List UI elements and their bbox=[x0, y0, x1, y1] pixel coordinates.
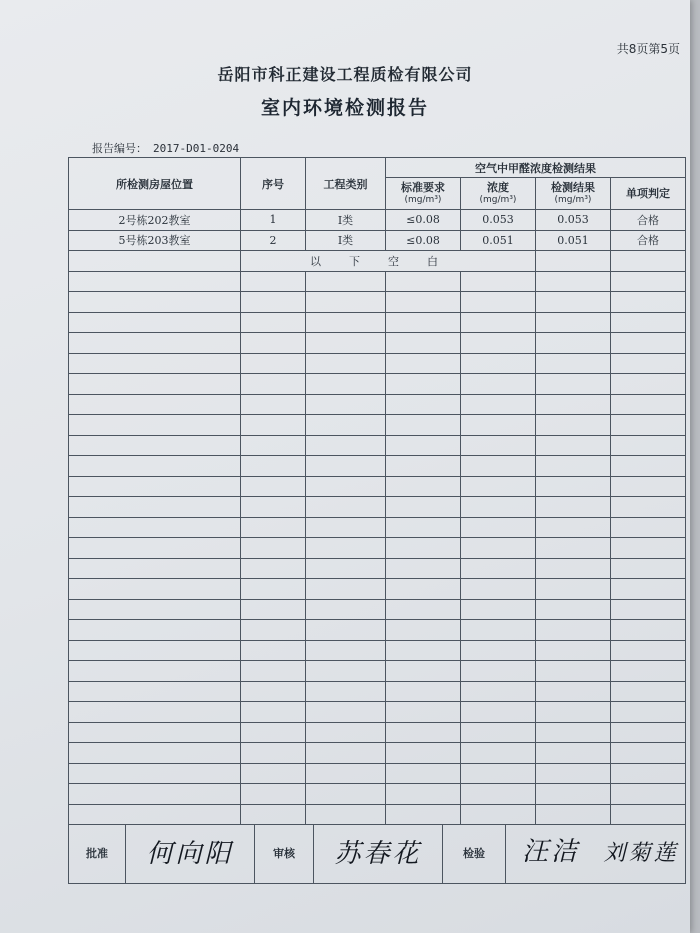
review-signature: 苏春花 bbox=[314, 825, 443, 883]
company-name: 岳阳市科正建设工程质检有限公司 bbox=[217, 65, 473, 84]
empty-cell bbox=[536, 374, 611, 395]
empty-cell bbox=[241, 702, 306, 723]
empty-cell bbox=[241, 456, 306, 477]
empty-cell bbox=[536, 312, 611, 333]
cell-concentration: 0.051 bbox=[461, 230, 536, 251]
empty-cell bbox=[69, 435, 241, 456]
empty-cell bbox=[386, 804, 461, 825]
approve-label: 批准 bbox=[69, 825, 126, 883]
empty-cell bbox=[536, 538, 611, 559]
empty-cell bbox=[386, 558, 461, 579]
empty-cell bbox=[611, 292, 686, 313]
empty-cell bbox=[69, 579, 241, 600]
empty-cell bbox=[69, 743, 241, 764]
header-standard bbox=[386, 178, 461, 210]
table-row bbox=[69, 230, 686, 251]
header-result-unit: (mg/m³) bbox=[554, 194, 592, 205]
empty-cell bbox=[241, 620, 306, 641]
empty-cell bbox=[386, 538, 461, 559]
inspect-signature-1: 汪洁 bbox=[522, 836, 581, 867]
empty-cell bbox=[69, 784, 241, 805]
empty-cell bbox=[461, 333, 536, 354]
cell-category: Ⅰ类 bbox=[306, 230, 386, 251]
empty-row bbox=[69, 333, 686, 354]
signature-cell bbox=[69, 825, 686, 884]
empty-cell bbox=[69, 394, 241, 415]
empty-cell bbox=[69, 374, 241, 395]
empty-cell bbox=[461, 497, 536, 518]
empty-cell bbox=[386, 763, 461, 784]
empty-cell bbox=[241, 312, 306, 333]
cell-standard: ≤0.08 bbox=[386, 230, 461, 251]
empty-cell bbox=[306, 743, 386, 764]
empty-cell bbox=[241, 415, 306, 436]
empty-cell bbox=[461, 620, 536, 641]
empty-cell bbox=[611, 743, 686, 764]
empty-cell bbox=[241, 517, 306, 538]
empty-cell bbox=[306, 579, 386, 600]
empty-cell bbox=[536, 497, 611, 518]
empty-cell bbox=[306, 640, 386, 661]
empty-cell bbox=[386, 620, 461, 641]
empty-cell bbox=[386, 333, 461, 354]
empty-cell bbox=[241, 784, 306, 805]
empty-cell bbox=[241, 476, 306, 497]
header-result bbox=[536, 178, 611, 210]
empty-cell bbox=[536, 333, 611, 354]
empty-cell bbox=[241, 681, 306, 702]
empty-cell bbox=[386, 312, 461, 333]
empty-cell bbox=[611, 415, 686, 436]
empty-cell bbox=[241, 271, 306, 292]
empty-cell bbox=[306, 333, 386, 354]
empty-row bbox=[69, 312, 686, 333]
empty-cell bbox=[461, 435, 536, 456]
header-concentration-unit: (mg/m³) bbox=[479, 194, 517, 205]
empty-cell bbox=[69, 804, 241, 825]
header-location: 所检测房屋位置 bbox=[69, 158, 241, 210]
empty-row bbox=[69, 661, 686, 682]
empty-cell bbox=[241, 743, 306, 764]
empty-cell bbox=[536, 640, 611, 661]
empty-row bbox=[69, 374, 686, 395]
report-title: 室内环境检测报告 bbox=[260, 97, 429, 119]
empty-cell bbox=[69, 640, 241, 661]
empty-cell bbox=[386, 517, 461, 538]
empty-row bbox=[69, 640, 686, 661]
empty-cell bbox=[611, 661, 686, 682]
empty-cell bbox=[461, 661, 536, 682]
empty-cell bbox=[461, 476, 536, 497]
empty-cell bbox=[611, 558, 686, 579]
empty-cell bbox=[611, 353, 686, 374]
empty-row bbox=[69, 620, 686, 641]
empty-cell bbox=[461, 763, 536, 784]
empty-cell bbox=[536, 743, 611, 764]
empty-cell bbox=[241, 333, 306, 354]
cell-seq: 2 bbox=[241, 230, 306, 251]
empty-cell bbox=[536, 394, 611, 415]
empty-cell bbox=[241, 722, 306, 743]
empty-row bbox=[69, 743, 686, 764]
empty-cell bbox=[306, 784, 386, 805]
cell-result: 0.051 bbox=[536, 230, 611, 251]
empty-cell bbox=[241, 763, 306, 784]
empty-cell bbox=[386, 579, 461, 600]
empty-cell bbox=[386, 271, 461, 292]
report-number bbox=[92, 140, 239, 156]
empty-cell bbox=[241, 497, 306, 518]
empty-cell bbox=[69, 497, 241, 518]
empty-cell bbox=[306, 312, 386, 333]
empty-cell bbox=[241, 661, 306, 682]
empty-cell bbox=[306, 497, 386, 518]
empty-cell bbox=[241, 374, 306, 395]
empty-cell bbox=[536, 415, 611, 436]
blank-note: 以下空白 bbox=[241, 251, 536, 272]
cell-judgement: 合格 bbox=[611, 230, 686, 251]
empty-cell bbox=[461, 374, 536, 395]
table-row bbox=[69, 210, 686, 231]
empty-cell bbox=[306, 599, 386, 620]
inspect-signatures bbox=[506, 825, 685, 884]
empty-cell bbox=[611, 312, 686, 333]
empty-cell bbox=[461, 517, 536, 538]
empty-row bbox=[69, 784, 686, 805]
header-standard-label: 标准要求 bbox=[401, 180, 445, 194]
empty-cell bbox=[536, 784, 611, 805]
empty-cell bbox=[611, 497, 686, 518]
empty-cell bbox=[241, 353, 306, 374]
empty-cell bbox=[69, 599, 241, 620]
empty-row bbox=[69, 353, 686, 374]
empty-cell bbox=[386, 784, 461, 805]
empty-row bbox=[69, 435, 686, 456]
empty-cell bbox=[69, 251, 241, 272]
header-group: 空气中甲醛浓度检测结果 bbox=[386, 158, 686, 178]
report-number-value: 2017-D01-0204 bbox=[153, 142, 240, 155]
result-table bbox=[68, 157, 686, 884]
empty-cell bbox=[611, 435, 686, 456]
empty-cell bbox=[461, 599, 536, 620]
empty-cell bbox=[536, 271, 611, 292]
empty-cell bbox=[461, 271, 536, 292]
empty-cell bbox=[611, 476, 686, 497]
empty-cell bbox=[461, 558, 536, 579]
empty-cell bbox=[241, 599, 306, 620]
empty-cell bbox=[386, 394, 461, 415]
empty-cell bbox=[461, 312, 536, 333]
empty-cell bbox=[306, 456, 386, 477]
empty-cell bbox=[386, 415, 461, 436]
empty-cell bbox=[461, 394, 536, 415]
cell-judgement: 合格 bbox=[611, 210, 686, 231]
empty-row bbox=[69, 558, 686, 579]
empty-row bbox=[69, 804, 686, 825]
empty-cell bbox=[306, 374, 386, 395]
empty-cell bbox=[611, 763, 686, 784]
empty-row bbox=[69, 394, 686, 415]
empty-cell bbox=[611, 394, 686, 415]
empty-cell bbox=[69, 763, 241, 784]
empty-cell bbox=[461, 743, 536, 764]
empty-row bbox=[69, 271, 686, 292]
empty-cell bbox=[69, 702, 241, 723]
empty-cell bbox=[386, 353, 461, 374]
cell-location: 5号栋203教室 bbox=[69, 230, 241, 251]
empty-cell bbox=[536, 476, 611, 497]
empty-cell bbox=[241, 435, 306, 456]
empty-row bbox=[69, 599, 686, 620]
empty-cell bbox=[69, 538, 241, 559]
empty-cell bbox=[611, 538, 686, 559]
empty-cell bbox=[611, 579, 686, 600]
empty-cell bbox=[611, 374, 686, 395]
empty-cell bbox=[386, 743, 461, 764]
empty-cell bbox=[461, 538, 536, 559]
empty-cell bbox=[241, 804, 306, 825]
empty-cell bbox=[386, 292, 461, 313]
empty-cell bbox=[306, 394, 386, 415]
empty-cell bbox=[461, 415, 536, 436]
empty-row bbox=[69, 517, 686, 538]
empty-row bbox=[69, 722, 686, 743]
empty-cell bbox=[536, 763, 611, 784]
empty-cell bbox=[386, 435, 461, 456]
header-judgement: 单项判定 bbox=[611, 178, 686, 210]
empty-cell bbox=[536, 517, 611, 538]
empty-cell bbox=[536, 251, 611, 272]
cell-result: 0.053 bbox=[536, 210, 611, 231]
empty-cell bbox=[306, 804, 386, 825]
empty-cell bbox=[69, 312, 241, 333]
empty-cell bbox=[386, 702, 461, 723]
empty-row bbox=[69, 476, 686, 497]
empty-cell bbox=[69, 722, 241, 743]
empty-cell bbox=[69, 661, 241, 682]
empty-cell bbox=[69, 456, 241, 477]
empty-cell bbox=[306, 476, 386, 497]
empty-cell bbox=[461, 640, 536, 661]
empty-cell bbox=[386, 722, 461, 743]
empty-cell bbox=[461, 579, 536, 600]
empty-cell bbox=[611, 722, 686, 743]
blank-note-row bbox=[69, 251, 686, 272]
empty-cell bbox=[386, 661, 461, 682]
empty-cell bbox=[386, 476, 461, 497]
empty-cell bbox=[536, 804, 611, 825]
empty-cell bbox=[611, 784, 686, 805]
empty-cell bbox=[69, 292, 241, 313]
header-concentration bbox=[461, 178, 536, 210]
empty-cell bbox=[611, 620, 686, 641]
empty-cell bbox=[461, 702, 536, 723]
cell-concentration: 0.053 bbox=[461, 210, 536, 231]
empty-cell bbox=[69, 620, 241, 641]
empty-cell bbox=[241, 292, 306, 313]
empty-row bbox=[69, 497, 686, 518]
cell-category: Ⅰ类 bbox=[306, 210, 386, 231]
empty-row bbox=[69, 456, 686, 477]
empty-cell bbox=[536, 456, 611, 477]
empty-row bbox=[69, 579, 686, 600]
empty-row bbox=[69, 702, 686, 723]
empty-cell bbox=[536, 292, 611, 313]
header-standard-unit: (mg/m³) bbox=[404, 194, 442, 205]
empty-cell bbox=[69, 681, 241, 702]
empty-cell bbox=[611, 599, 686, 620]
report-number-label: 报告编号： bbox=[92, 142, 147, 155]
empty-cell bbox=[241, 394, 306, 415]
empty-cell bbox=[306, 620, 386, 641]
header-result-label: 检测结果 bbox=[551, 180, 595, 194]
empty-cell bbox=[306, 722, 386, 743]
empty-cell bbox=[611, 702, 686, 723]
empty-cell bbox=[306, 415, 386, 436]
empty-cell bbox=[241, 640, 306, 661]
empty-cell bbox=[306, 538, 386, 559]
empty-cell bbox=[386, 599, 461, 620]
empty-cell bbox=[69, 476, 241, 497]
empty-cell bbox=[611, 517, 686, 538]
inspect-label: 检验 bbox=[443, 825, 506, 883]
empty-cell bbox=[69, 333, 241, 354]
empty-row bbox=[69, 681, 686, 702]
empty-cell bbox=[306, 517, 386, 538]
empty-cell bbox=[611, 456, 686, 477]
empty-cell bbox=[536, 702, 611, 723]
empty-cell bbox=[611, 251, 686, 272]
page-indicator: 共8页第5页 bbox=[616, 42, 680, 56]
empty-cell bbox=[536, 599, 611, 620]
empty-cell bbox=[461, 292, 536, 313]
empty-cell bbox=[69, 271, 241, 292]
empty-cell bbox=[536, 620, 611, 641]
cell-seq: 1 bbox=[241, 210, 306, 231]
empty-cell bbox=[306, 702, 386, 723]
empty-cell bbox=[461, 804, 536, 825]
empty-row bbox=[69, 763, 686, 784]
empty-cell bbox=[386, 497, 461, 518]
header-concentration-label: 浓度 bbox=[487, 180, 509, 194]
review-label: 审核 bbox=[255, 825, 314, 883]
empty-cell bbox=[386, 640, 461, 661]
empty-row bbox=[69, 538, 686, 559]
empty-cell bbox=[386, 681, 461, 702]
signature-row bbox=[69, 825, 686, 884]
empty-cell bbox=[536, 681, 611, 702]
empty-cell bbox=[611, 271, 686, 292]
empty-cell bbox=[241, 558, 306, 579]
empty-cell bbox=[611, 333, 686, 354]
empty-cell bbox=[461, 722, 536, 743]
empty-cell bbox=[69, 558, 241, 579]
empty-cell bbox=[69, 353, 241, 374]
empty-cell bbox=[611, 640, 686, 661]
empty-cell bbox=[69, 517, 241, 538]
empty-cell bbox=[306, 292, 386, 313]
empty-cell bbox=[306, 271, 386, 292]
empty-cell bbox=[536, 579, 611, 600]
inspect-signature-2: 刘菊莲 bbox=[603, 840, 679, 866]
approve-signature: 何向阳 bbox=[126, 825, 255, 883]
cell-location: 2号栋202教室 bbox=[69, 210, 241, 231]
empty-cell bbox=[611, 804, 686, 825]
empty-cell bbox=[306, 661, 386, 682]
empty-cell bbox=[306, 763, 386, 784]
empty-cell bbox=[306, 353, 386, 374]
empty-row bbox=[69, 415, 686, 436]
empty-cell bbox=[306, 681, 386, 702]
empty-cell bbox=[536, 661, 611, 682]
empty-cell bbox=[386, 456, 461, 477]
header-category: 工程类别 bbox=[306, 158, 386, 210]
empty-cell bbox=[306, 435, 386, 456]
empty-cell bbox=[241, 579, 306, 600]
empty-cell bbox=[536, 353, 611, 374]
empty-cell bbox=[69, 415, 241, 436]
empty-cell bbox=[461, 784, 536, 805]
empty-cell bbox=[536, 558, 611, 579]
empty-cell bbox=[386, 374, 461, 395]
empty-row bbox=[69, 292, 686, 313]
empty-cell bbox=[461, 456, 536, 477]
empty-cell bbox=[306, 558, 386, 579]
empty-cell bbox=[461, 681, 536, 702]
empty-cell bbox=[536, 435, 611, 456]
empty-cell bbox=[461, 353, 536, 374]
header-seq: 序号 bbox=[241, 158, 306, 210]
empty-cell bbox=[241, 538, 306, 559]
empty-cell bbox=[536, 722, 611, 743]
cell-standard: ≤0.08 bbox=[386, 210, 461, 231]
empty-cell bbox=[611, 681, 686, 702]
